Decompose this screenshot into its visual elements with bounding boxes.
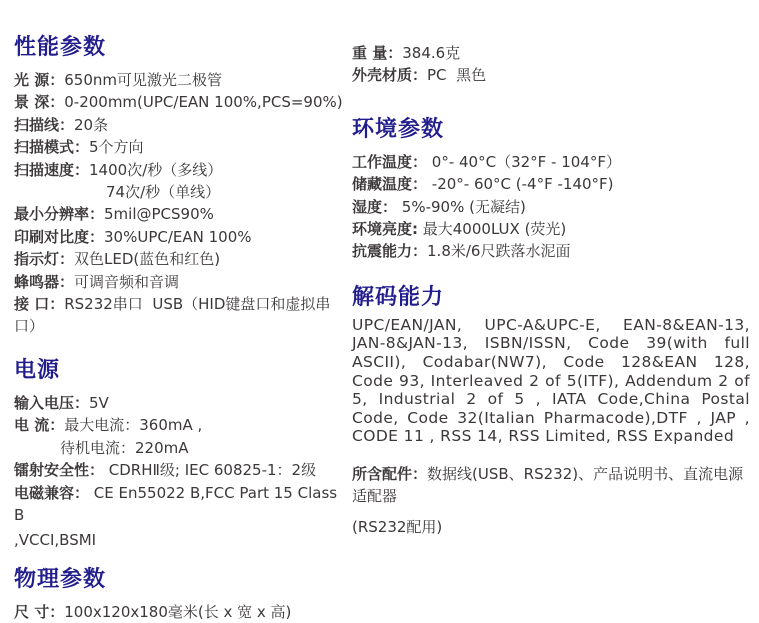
left-column (14, 34, 350, 623)
spec-label: 光 源： (14, 71, 65, 89)
spec-row-current-cont (14, 437, 350, 459)
spec-row-current (14, 414, 350, 436)
spec-row-shock-resistance (352, 240, 750, 262)
spec-label: 抗震能力： (352, 242, 428, 261)
spec-label: 电磁兼容： (14, 483, 90, 502)
spec-value: RS232串口 USB（HID键盘口和虚拟串口） (14, 295, 331, 336)
spec-row-scan-lines (14, 114, 350, 136)
power-rows (14, 392, 350, 552)
right-column (352, 42, 750, 538)
spec-row-weight (352, 42, 750, 64)
spec-value: 最大4000LUX (荧光) (418, 220, 567, 239)
spec-value: 5%-90% (无凝结) (397, 197, 526, 216)
spec-row-input-voltage (14, 392, 350, 414)
spec-label: 扫描线： (14, 115, 75, 134)
spec-row-operating-temp (352, 151, 750, 173)
spec-row-accessories (352, 463, 750, 507)
section-title-environment: 环境参数 (352, 116, 445, 142)
spec-value: 100x120x180毫米(长 x 宽 x 高) (64, 602, 292, 621)
spec-label: 尺 寸： (14, 602, 65, 621)
spec-value: 5V (89, 393, 109, 412)
spec-value: 1400次/秒（多线） (89, 160, 223, 179)
spec-row-light-source (14, 69, 350, 91)
spec-row-buzzer (14, 271, 350, 293)
spec-value: 1.8米/6尺跌落水泥面 (427, 242, 571, 261)
spec-row-emc (14, 482, 350, 527)
spec-value: CE En55022 B,FCC Part 15 Class B (14, 483, 342, 524)
spec-label: 外壳材质： (352, 66, 428, 85)
spec-label: 扫描模式： (14, 138, 90, 157)
section-title-decoding: 解码能力 (352, 284, 445, 310)
physical-rows (14, 601, 350, 623)
spec-value: 0-200mm(UPC/EAN 100%,PCS=90%) (64, 93, 343, 112)
spec-value: 0°- 40°C（32°F - 104°F） (427, 152, 621, 171)
spec-value: 5个方向 (89, 138, 144, 157)
spec-label: 指示灯： (14, 250, 75, 269)
spec-row-scan-speed (14, 159, 350, 181)
spec-label: 蜂鸣器： (14, 272, 75, 291)
spec-value: 最大电流：360mA , (64, 416, 203, 435)
spec-value: 待机电流：220mA (60, 438, 189, 457)
spec-row-accessories-cont (352, 516, 750, 538)
spec-value: 20条 (74, 115, 109, 134)
spec-row-depth-of-field (14, 91, 350, 113)
spec-label: 印刷对比度： (14, 227, 105, 246)
section-title-power: 电源 (14, 357, 61, 383)
performance-rows (14, 69, 350, 338)
spec-value: CDRHⅡ级; IEC 60825-1：2级 (104, 461, 317, 480)
spec-row-dimensions (14, 601, 350, 623)
section-title-physical: 物理参数 (14, 566, 107, 592)
spec-label: 镭射安全性： (14, 461, 105, 480)
spec-label: 扫描速度： (14, 160, 90, 179)
spec-value: 双色LED(蓝色和红色) (74, 250, 221, 269)
spec-value: PC 黑色 (427, 66, 487, 85)
spec-row-storage-temp (352, 173, 750, 195)
spec-row-ambient-light (352, 218, 750, 240)
section-title-performance: 性能参数 (14, 35, 107, 60)
decoding-symbologies-text: UPC/EAN/JAN, UPC-A&UPC-E, EAN-8&EAN-13, JAN-8&JAN-13, ISBN/ISSN, Code 39(with full ASCII), Codabar(NW7), Code 128&EAN 128, Code 93, Interleaved 2 of 5(ITF), Addendum 2 of 5, Industrial 2 of 5 , IATA Code,China Postal Code, Code 32(Italian Pharmacode),DTF , JAP , CODE 11 , RSS 14, RSS Limited, RSS Expanded (352, 315, 750, 446)
accessories-block (352, 463, 750, 538)
spec-value: 5mil@PCS90% (104, 205, 214, 224)
spec-row-laser-safety (14, 459, 350, 481)
spec-label: 工作温度： (352, 152, 428, 171)
spec-value: -20°- 60°C (-4°F -140°F) (427, 175, 614, 194)
spec-value: 可调音频和音调 (74, 272, 180, 291)
environment-rows (352, 151, 750, 263)
spec-value: 74次/秒（单线） (106, 183, 221, 202)
spec-label: 环境亮度: (352, 220, 418, 239)
spec-label: 景 深： (14, 93, 65, 112)
spec-row-scan-speed-cont (14, 181, 350, 203)
spec-label: 重 量： (352, 44, 403, 62)
spec-label: 电 流： (14, 416, 65, 435)
spec-row-min-resolution (14, 203, 350, 225)
spec-label: 最小分辨率： (14, 205, 105, 224)
general-rows (352, 42, 750, 87)
spec-row-print-contrast (14, 226, 350, 248)
spec-value: (RS232配用) (352, 518, 443, 536)
spec-row-emc-overflow: ,VCCI,BSMI (14, 531, 97, 550)
spec-row-humidity (352, 196, 750, 218)
spec-row-scan-mode (14, 136, 350, 158)
spec-label: 输入电压： (14, 393, 90, 412)
spec-label: 储藏温度： (352, 175, 428, 194)
spec-value: 数据线(USB、RS232)、产品说明书、直流电源适配器 (352, 465, 744, 505)
spec-label: 湿度： (352, 197, 398, 216)
spec-value: 650nm可见激光二极管 (64, 71, 222, 89)
spec-value: 384.6克 (402, 44, 461, 62)
spec-row-housing-material (352, 64, 750, 86)
spec-value: 30%UPC/EAN 100% (104, 227, 252, 246)
spec-label: 所含配件： (352, 465, 428, 483)
spec-row-indicator-led (14, 248, 350, 270)
spec-row-interface (14, 293, 350, 338)
spec-label: 接 口： (14, 295, 65, 314)
